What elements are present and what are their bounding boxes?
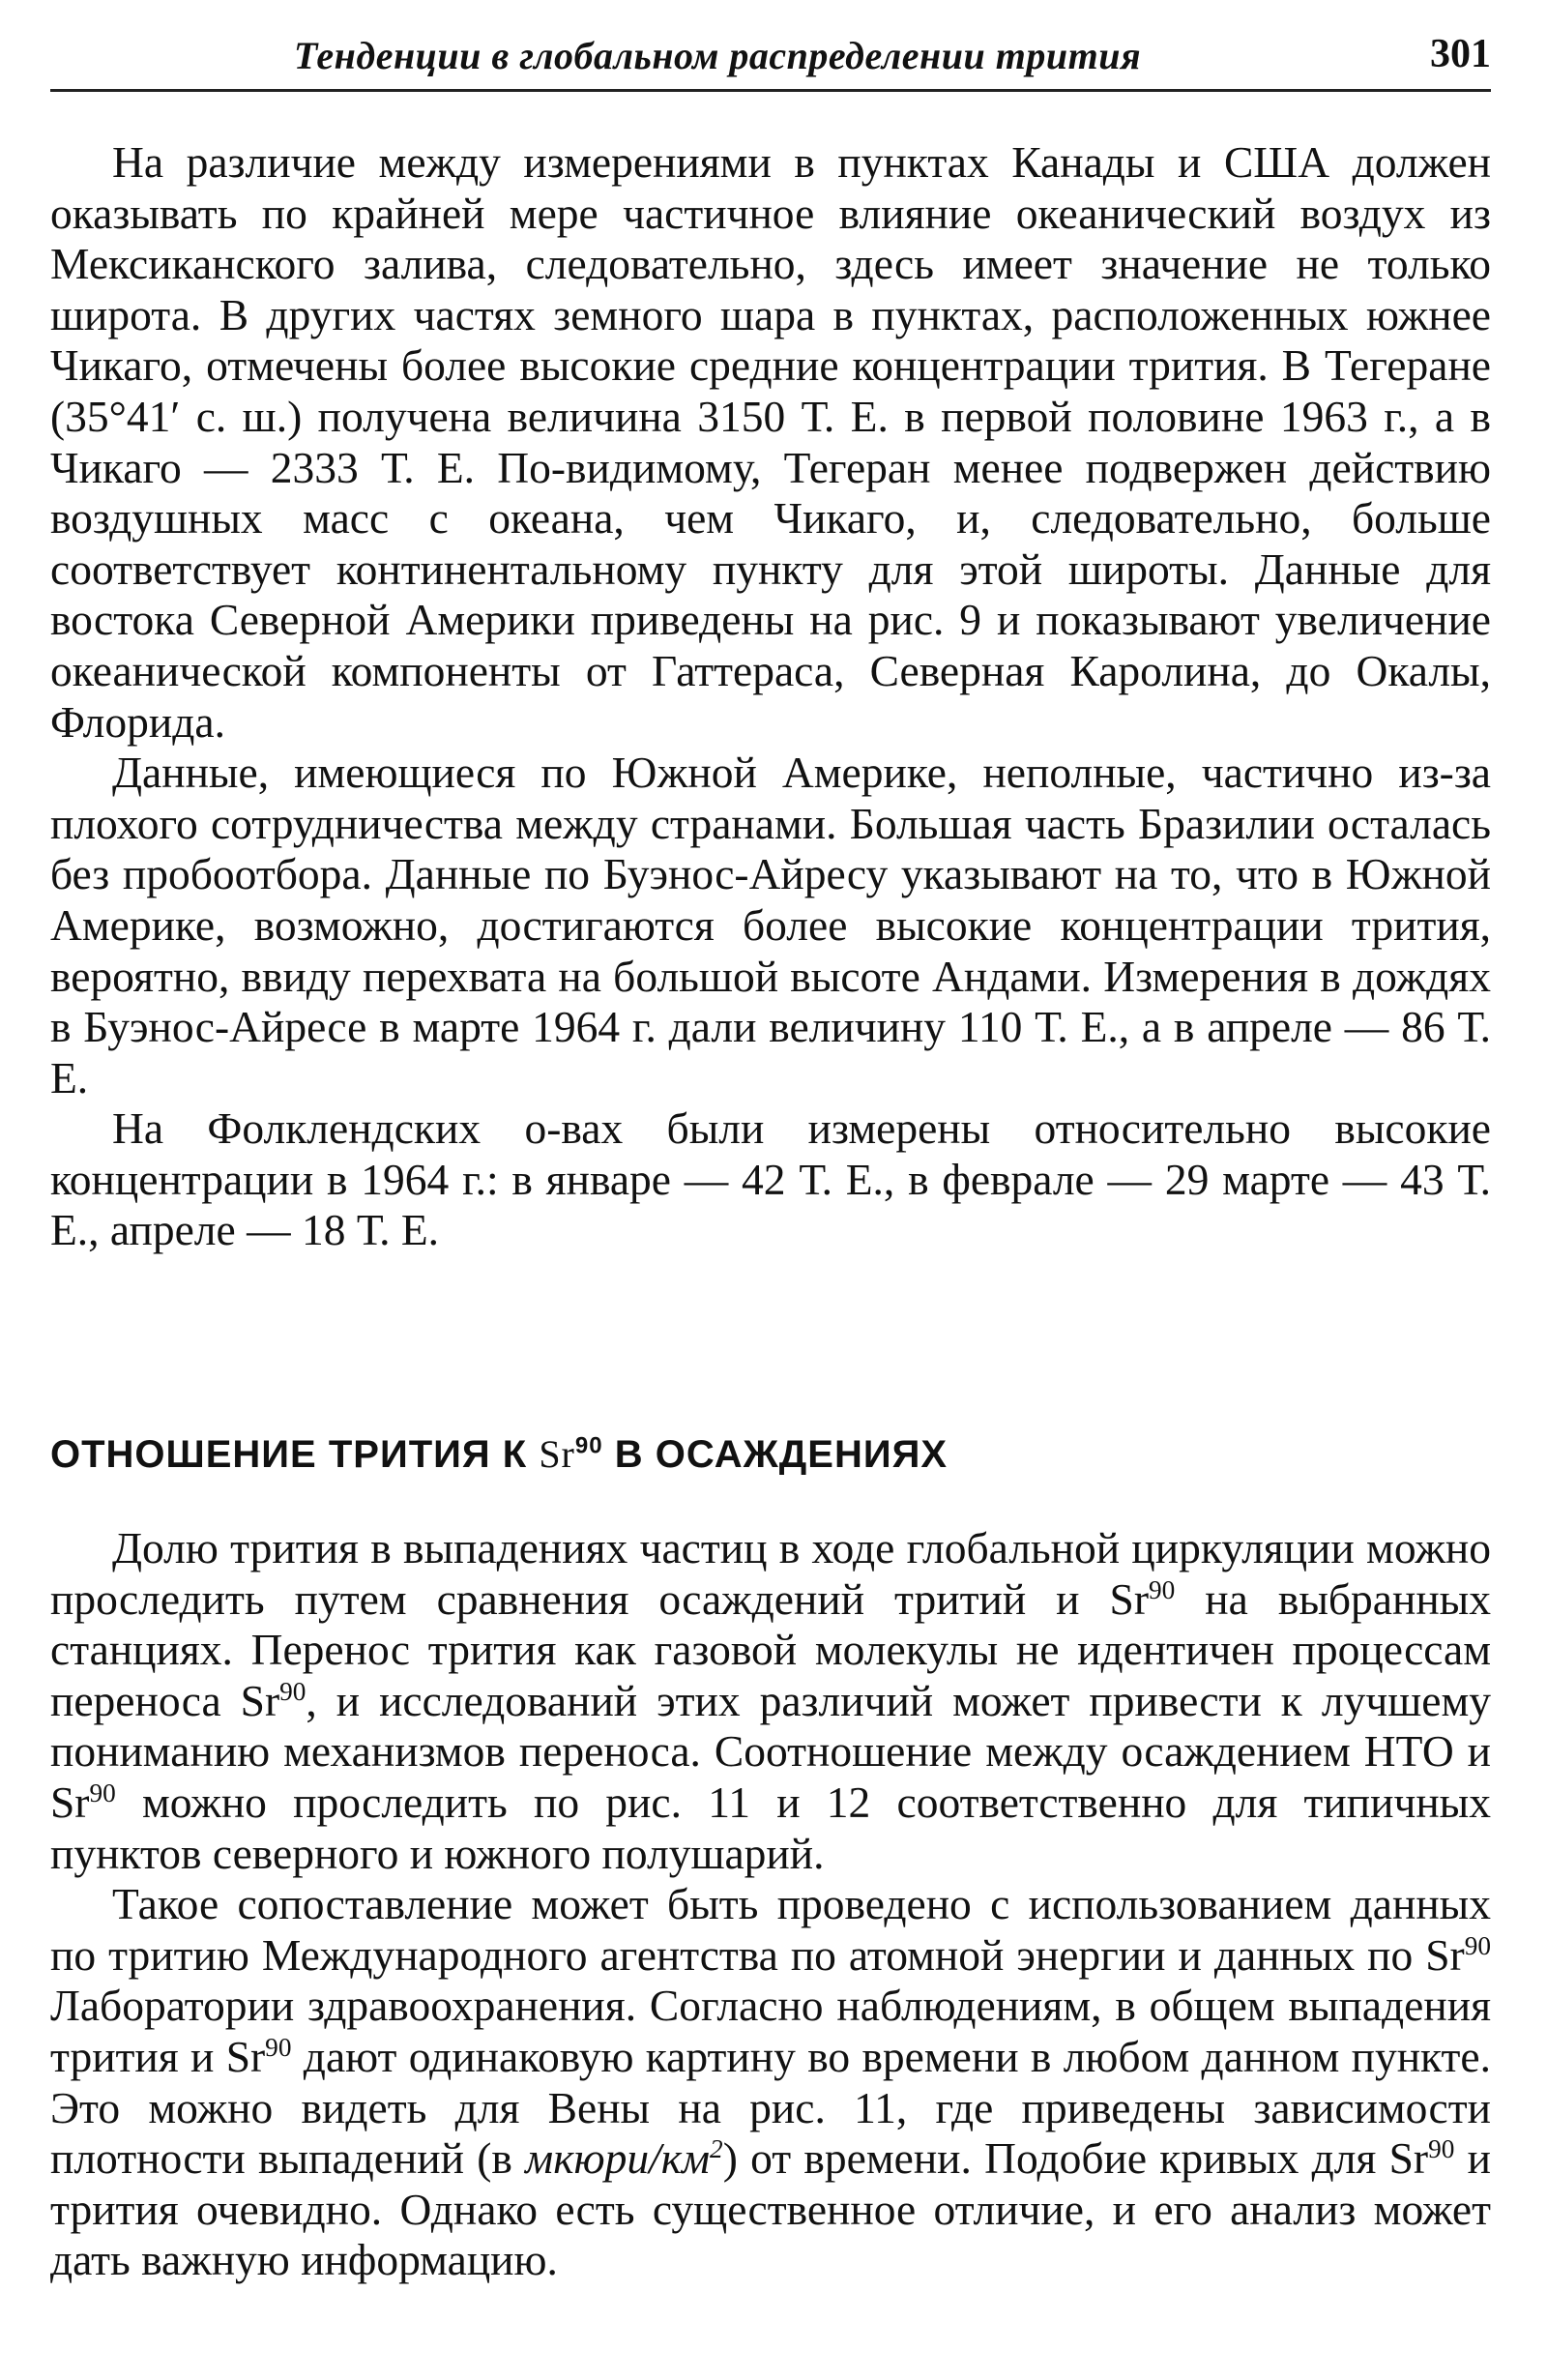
heading-sr-sup: 90 [574, 1432, 603, 1459]
isotope-sup: 90 [89, 1778, 116, 1807]
section-heading [50, 1431, 948, 1477]
paragraph-falklands: На Фолклендских о-вах были измерены относительно высокие концентрации в 1964 г.: в январе — 42 Т. Е., в феврале — 29 марте — 43 Т. Е., апреле — 18 Т. Е. [50, 1103, 1491, 1255]
paragraph-tritium-fraction [50, 1523, 1491, 1879]
heading-text-after: В ОСАЖДЕНИЯХ [614, 1433, 949, 1476]
paragraph-canada-usa: На различие между измерениями в пунктах Канады и США должен оказывать по крайней мере частичное влияние океанический воздух из Мексиканского залива, следовательно, здесь имеет значение не только широта. В других частях земного шара в пунктах, расположенных южнее Чикаго, отмечены более высокие средние концентрации трития. В Тегеране (35°41′ с. ш.) получена величина 3150 Т. Е. в первой половине 1963 г., а в Чикаго — 2333 Т. Е. По-видимому, Тегеран менее подвержен действию воздушных масс с океана, чем Чикаго, и, следовательно, больше соответствует континентальному пункту для этой широты. Данные для востока Северной Америки приведены на рис. 9 и показывают увеличение океанической компоненты от Гаттераса, Северная Каролина, до Окалы, Флорида. [50, 137, 1491, 747]
heading-text-before: ОТНОШЕНИЕ ТРИТИЯ К [50, 1433, 528, 1476]
running-header [50, 29, 1491, 92]
text-segment: , и исследований этих различий может привести к лучшему пониманию механизмов переноса. Соотношение между осаждением НТО и Sr [50, 1675, 1491, 1827]
running-title: Тенденции в глобальном распределении трития [293, 34, 1142, 77]
text-segment: Такое сопоставление может быть проведено с использованием данных по тритию Международного агентства по атомной энергии и данных по Sr [50, 1879, 1491, 1980]
text-segment: Долю трития в выпадениях частиц в ходе глобальной циркуляции можно проследить путем сравнения осаждений тритий и Sr [50, 1523, 1491, 1624]
isotope-sup: 90 [279, 1676, 306, 1706]
isotope-sup: 90 [1148, 1574, 1176, 1604]
isotope-sup: 90 [265, 2032, 292, 2062]
paragraph-comparison [50, 1879, 1491, 2286]
isotope-sup: 90 [1428, 2133, 1455, 2163]
text-segment: на выбранных станциях. Перенос трития как газовой молекулы не идентичен процессам переноса Sr [50, 1573, 1491, 1725]
page-number: 301 [1430, 32, 1491, 76]
unit-text [525, 2133, 723, 2183]
text-segment: Лаборатории здравоохранения. Согласно наблюдениям, в общем выпадения трития и Sr [50, 1981, 1491, 2081]
text-segment: дают одинаковую картину во времени в любом данном пункте. Это можно видеть для Вены на рис. 11, где приведены зависимости плотности выпадений (в [50, 2031, 1491, 2184]
paragraph-south-america: Данные, имеющиеся по Южной Америке, неполные, частично из-за плохого сотрудничества между странами. Большая часть Бразилии осталась без пробоотбора. Данные по Буэнос-Айресу указывают на то, что в Южной Америке, возможно, достигаются более высокие концентрации трития, вероятно, ввиду перехвата на большой высоте Андами. Измерения в дождях в Буэнос-Айресе в марте 1964 г. дали величину 110 Т. Е., а в апреле — 86 Т. Е. [50, 748, 1491, 1102]
text-segment: ) от времени. Подобие кривых для Sr [722, 2133, 1429, 2184]
unit-label: мкюри/км [525, 2133, 711, 2184]
section-1-text [50, 137, 1491, 1256]
heading-sr: Sr [539, 1432, 575, 1476]
text-segment: можно проследить по рис. 11 и 12 соответственно для типичных пунктов северного и южного полушарий. [50, 1777, 1491, 1878]
unit-sup: 2 [710, 2133, 723, 2163]
isotope-sup: 90 [1464, 1930, 1491, 1960]
section-2-text [50, 1523, 1491, 2286]
text-segment: и трития очевидно. Однако есть существенное отличие, и его анализ может дать важную информацию. [50, 2133, 1491, 2285]
